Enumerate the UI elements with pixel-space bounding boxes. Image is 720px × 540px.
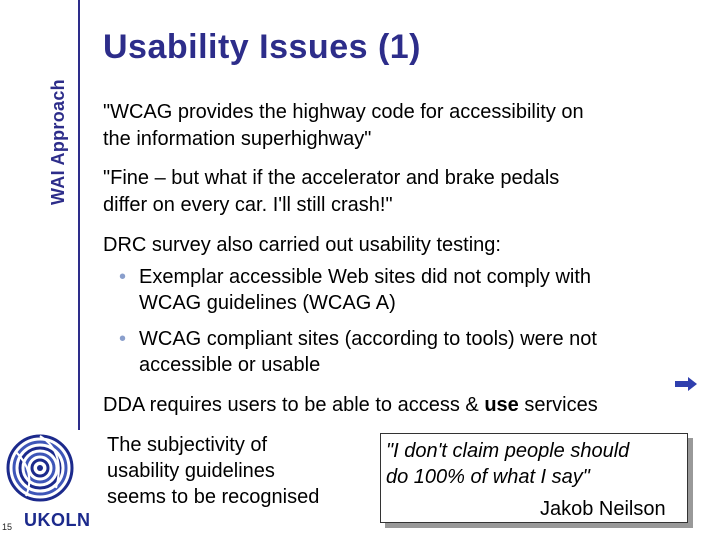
note-line: The subjectivity of [107, 434, 268, 456]
sidebar-divider [78, 0, 80, 430]
right-arrow-icon[interactable] [674, 376, 698, 392]
sidebar [0, 0, 91, 540]
callout-line: "I don't claim people should [386, 440, 630, 462]
quote1-line2: the information superhighway" [103, 128, 372, 150]
note-line: seems to be recognised [107, 486, 320, 508]
quote1-line1: "WCAG provides the highway code for accessibility on [103, 101, 584, 123]
bullet-line: WCAG guidelines (WCAG A) [139, 292, 396, 314]
bullet-item [119, 326, 597, 378]
brand-name: UKOLN [24, 510, 91, 530]
bullet-item [119, 264, 592, 316]
bullet-line: accessible or usable [139, 354, 321, 376]
quote2-line1: "Fine – but what if the accelerator and brake pedals [103, 167, 560, 189]
section-label: WAI Approach [48, 79, 68, 205]
ukoln-logo-icon [6, 432, 74, 504]
bullet-dot-icon: • [119, 328, 127, 350]
dda-text-end: services [518, 394, 598, 416]
note-line: usability guidelines [107, 460, 275, 482]
survey-intro: DRC survey also carried out usability testing: [103, 234, 501, 256]
callout-line: do 100% of what I say" [386, 466, 590, 488]
callout-quote [386, 438, 629, 490]
dda-emphasis: use [484, 394, 519, 416]
page-title: Usability Issues (1) [103, 28, 422, 66]
bullet-line: Exemplar accessible Web sites did not comply with [139, 266, 592, 288]
dda-text: DDA requires users to be able to access & [103, 394, 485, 416]
bullet-dot-icon: • [119, 266, 127, 288]
dda-statement [103, 392, 598, 418]
page-number: 15 [2, 522, 13, 532]
subjectivity-note [107, 432, 319, 510]
bullet-line: WCAG compliant sites (according to tools) were not [139, 328, 597, 350]
quote2-line2: differ on every car. I'll still crash!" [103, 194, 393, 216]
callout-author: Jakob Neilson [540, 498, 666, 520]
